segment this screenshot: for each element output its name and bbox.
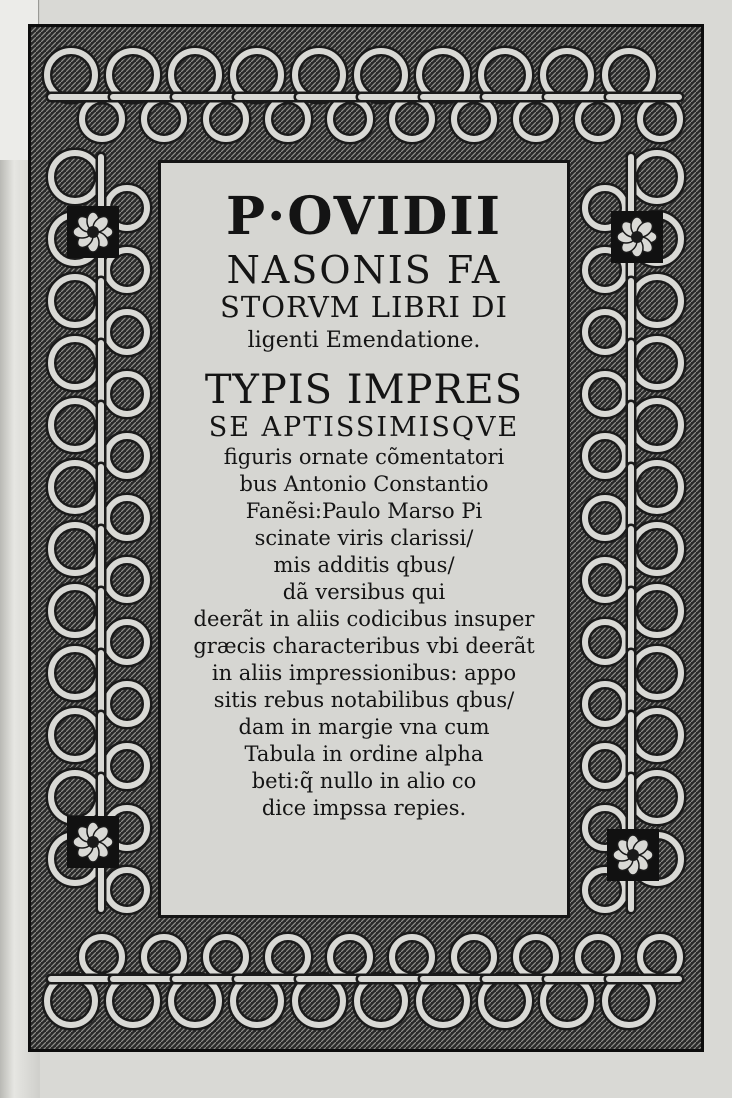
body-line: figuris ornate cõmentatori	[223, 445, 505, 469]
title-line: TYPIS IMPRES	[204, 367, 524, 413]
title-line: SE APTISSIMISQVE	[208, 412, 520, 443]
body-line: sitis rebus notabilibus qbus/	[213, 688, 515, 712]
rosette-icon	[611, 211, 663, 263]
title-line: STORVM LIBRI DI	[220, 290, 508, 324]
body-line: Tabula in ordine alpha	[244, 742, 484, 766]
body-line: mis additis qbus/	[273, 553, 455, 577]
title-line: ligenti Emendatione.	[247, 328, 481, 353]
rosette-icon	[67, 206, 119, 258]
body-line: dam in margie vna cum	[238, 715, 490, 739]
body-line: græcis characteribus vbi deerãt	[193, 634, 535, 658]
body-line: scinate viris clarissi/	[254, 526, 474, 550]
body-line: dice impssa repies.	[261, 796, 467, 820]
title-line: P·OVIDII	[226, 186, 502, 247]
body-line: Fanẽsi:Paulo Marso Pi	[245, 499, 483, 523]
body-line: bus Antonio Constantio	[239, 472, 489, 496]
rosette-icon	[67, 816, 119, 868]
body-line: deerãt in aliis codicibus insuper	[193, 607, 535, 631]
body-line: dã versibus qui	[282, 580, 446, 604]
title-line: NASONIS FA	[226, 248, 502, 292]
body-line: beti:q̃ nullo in alio co	[251, 769, 477, 793]
rosette-icon	[607, 829, 659, 881]
body-line: in aliis impressionibus: appo	[211, 661, 517, 685]
title-panel	[158, 160, 570, 918]
